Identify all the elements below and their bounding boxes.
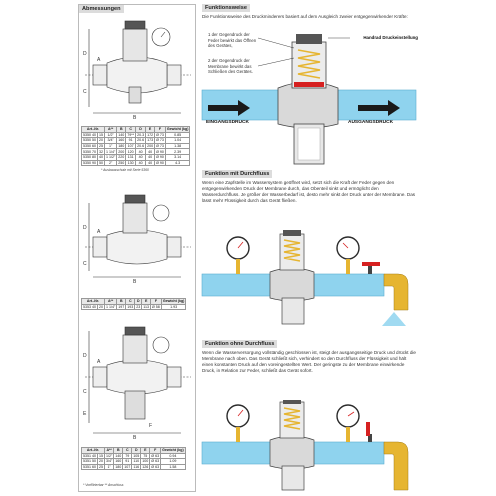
bullet-2: 2 der Gegendruck der Membrane bewirkt das Schließen des Gerätes. <box>208 58 253 75</box>
th-art: Art.-Nr. <box>82 127 105 133</box>
flow-diagram-closed <box>198 400 420 492</box>
svg-text:B: B <box>133 279 137 285</box>
ohne-durchfluss-title: Funktion ohne Durchfluss <box>202 340 277 348</box>
table-row: 5350 90 50 2" 250 130 40 40 Ø 90 4.3 <box>82 160 190 166</box>
spec-table-1 <box>81 126 190 166</box>
svg-text:E: E <box>83 411 87 417</box>
dimensions-title: Abmessungen <box>79 5 124 13</box>
bullet-1: 1 der Gegendruck der Feder bewirkt das Öffnen des Gerätes, <box>208 32 257 49</box>
svg-text:D: D <box>83 353 87 359</box>
valve-dimension-drawing-1 <box>79 15 197 125</box>
svg-text:A: A <box>97 229 101 235</box>
svg-text:A: A <box>97 57 101 63</box>
mit-durchfluss-text: Wenn eine Zapfstelle im Wassersystem geöffnet wird, setzt sich die Kraft der Feder gegen den entgegenwirkenden Druck der Membrane durch, das Obenteil sinkt und ermöglicht den Wasserdurchfluss. Je größer der Wasserbedarf ist, desto mehr sinkt der Druck unter der Membrane. Das lässt mehr Flüssigkeit durch das Gerät fließen. <box>202 180 416 203</box>
table-row: 5353 40 20 1 1/4" 197 193 23 113 Ø 58 1.93 <box>82 304 186 310</box>
svg-text:F: F <box>149 423 153 429</box>
table-row: 5350 80 40 1 1/2" 220 131 40 40 Ø 90 3.14 <box>82 154 190 160</box>
pressure-reducer-section-diagram <box>198 28 420 173</box>
flow-diagram-open <box>198 230 420 326</box>
th-weight: Gewicht (kg) <box>166 127 189 132</box>
table-row: 5350 50 20 3/4" 160 91 20.6 173 Ø 73 1.04 <box>82 138 190 144</box>
svg-text:C: C <box>83 389 87 395</box>
ausgangsdruck-label: AUSGANGSDRUCK <box>348 120 394 125</box>
valve-dimension-drawing-3 <box>79 323 197 443</box>
th-c: C <box>126 127 136 133</box>
ohne-durchfluss-text: Wenn die Wasserversorgung vollständig geschlossen ist, steigt der ausgangsseitige Druck und drückt die Membrane nach oben. Das Gerät schließt sich, verhindert so den Durchfluss der Flüssigkeit und hält einen konstanten Druck auf den voreingestellten Wert. Der geringste zu der Membrane einwirkende Druck, in Relation zur Feder, schließt das Gerät sofort. <box>202 350 416 373</box>
th-a: A** <box>105 127 117 133</box>
dimensions-column <box>78 4 196 492</box>
spec-table-2: Art.-Nr. A** B C D E F Gewicht (kg) 5353 40 20 1 1/4" 197 193 23 113 Ø 58 1.93 <box>83 299 185 309</box>
th-d: D <box>136 127 146 133</box>
svg-text:B: B <box>133 115 137 121</box>
th-e: E <box>146 127 155 133</box>
table-3-note: * Vorfiltrierbar ** Anschluss <box>83 483 124 487</box>
table-row: 5350 60 25 1" 180 107 20.6 200 Ø 73 1.38 <box>82 143 190 149</box>
handrad-label: Handrad Druckeinstellung <box>363 35 418 40</box>
eingangsdruck-label: EINGANGSDRUCK <box>206 120 249 125</box>
svg-text:D: D <box>83 225 87 231</box>
svg-text:C: C <box>83 261 87 267</box>
svg-text:D: D <box>83 51 87 57</box>
table-row: 5350 40 15 1/2" 140 79** 20.3 172 Ø 73 0.85 <box>82 132 190 138</box>
table-1-note: * Ausbausschutz mit Serie 5360 <box>101 168 149 172</box>
valve-dimension-drawing-2 <box>79 185 197 285</box>
function-column <box>198 4 420 492</box>
table-row: 5351 60 25 1" 180 107 116 126 Ø 63 1.58 <box>82 464 186 470</box>
funktionsweise-intro: Die Funktionsweise des Druckminderers basiert auf dem Ausgleich zweier entgegenwirkender Kräfte: <box>202 14 408 19</box>
table-row: 5350 70 32 1 1/4" 200 120 40 40 Ø 90 2.39 <box>82 149 190 155</box>
spec-table-3: Art.-Nr. A** B C D E F Gewicht (kg) 5351 40 15 1/2" 140 79 105 75 Ø 63 0.94 5351 50 20 3/4" 160 91 110 100 Ø 63 1.09 5351 60 25 1" 180 107 116 126 Ø 63 1.58 <box>83 448 184 470</box>
svg-text:A: A <box>97 359 101 365</box>
table-row: 5351 50 20 3/4" 160 91 110 100 Ø 63 1.09 <box>82 459 186 465</box>
th-b: B <box>117 127 126 133</box>
svg-text:C: C <box>83 89 87 95</box>
th-f: F <box>155 127 166 133</box>
funktionsweise-title: Funktionsweise <box>202 4 250 12</box>
svg-text:B: B <box>133 435 137 441</box>
mit-durchfluss-title: Funktion mit Durchfluss <box>202 170 272 178</box>
table-row: 5351 40 15 1/2" 140 79 105 75 Ø 63 0.94 <box>82 453 186 459</box>
